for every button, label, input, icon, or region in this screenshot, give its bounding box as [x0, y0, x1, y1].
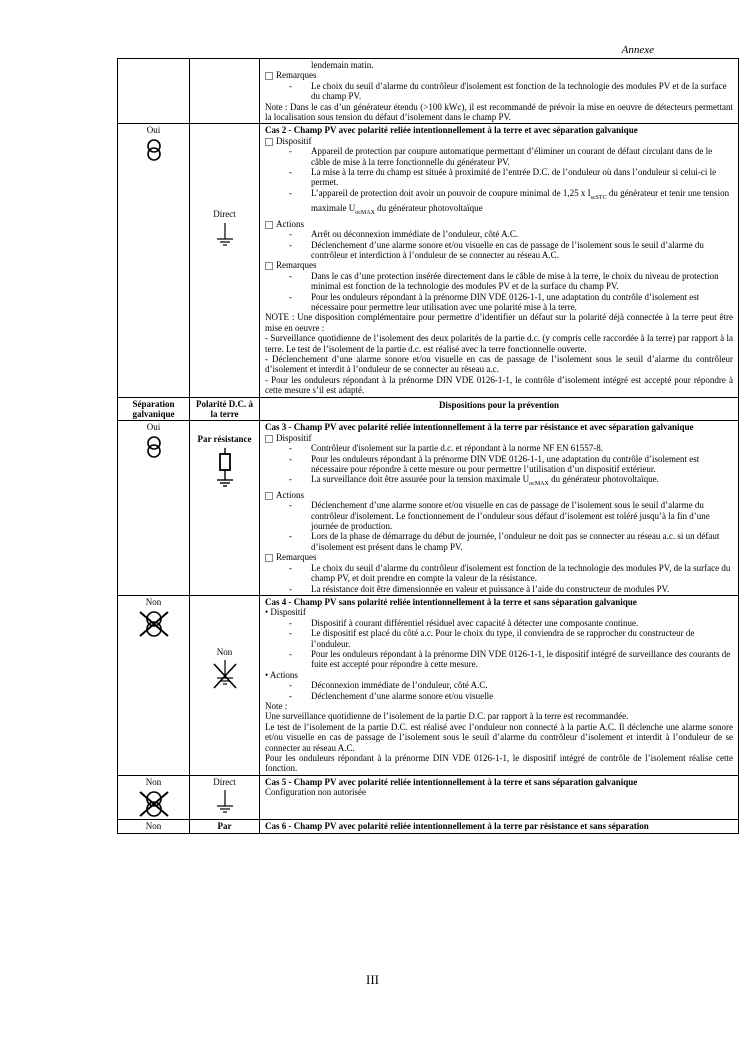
note-text: Une surveillance quotidienne de l’isolement de la partie D.C. par rapport à la terre est recommandée. — [265, 711, 629, 722]
table-row-case4 — [118, 595, 739, 775]
table-row-case6 — [118, 820, 739, 833]
list-item: - Déclenchement d’une alarme sonore et/ou visuelle — [289, 691, 733, 701]
list-item: - Pour les onduleurs répondant à la prénorme DIN VDE 0126-1-1, une adaptation du contrôle d’isolement est nécessaire pour permettre leur utilisation avec une polarité mise à la terre. — [289, 292, 733, 313]
table-row-case2 — [118, 124, 739, 397]
actions-list — [265, 229, 733, 260]
dispositif-label: Dispositif — [276, 432, 312, 443]
table-header-row — [118, 397, 739, 421]
list-item: - Déconnexion immédiate de l’onduleur, côté A.C. — [289, 680, 733, 690]
case-title: Cas 4 - Champ PV sans polarité reliée intentionnellement à la terre et sans séparation galvanique — [265, 596, 637, 607]
list-item: - Contrôleur d'isolement sur la partie d.c. et répondant à la norme NF EN 61557-8. — [289, 443, 733, 453]
transformer-icon — [139, 436, 169, 458]
note-text: NOTE : Une disposition complémentaire pour permettre d’identifier un défaut sur la polarité déjà connectée à la terre peut être mise en oeuvre : — [265, 312, 733, 333]
actions-label: Actions — [276, 218, 304, 229]
note-text: - Déclenchement d’une alarme sonore et/ou visuelle en cas de passage de l’isolement sous le seuil d’alarme du contrôleur d’isolement et interdit à l’onduleur de se connecter au réseau a.c. — [265, 353, 733, 375]
no-ground-icon — [212, 660, 238, 690]
resistor-ground-icon — [214, 448, 236, 490]
checkbox-icon — [265, 221, 273, 229]
checkbox-icon — [265, 492, 273, 500]
checkbox-icon — [265, 554, 273, 562]
list-item: - L’appareil de protection doit avoir un pouvoir de coupure minimal de 1,25 x $I_{scSTC}$ du générateur et tenir une tension maximale $U_{ocMAX}$ du générateur photovoltaïque — [289, 188, 733, 219]
remarks-label: Remarques — [276, 260, 317, 271]
remarks-label: Remarques — [276, 552, 317, 563]
checkbox-icon — [265, 262, 273, 270]
list-item: - Le choix du seuil d’alarme du contrôleur d'isolement est fonction de la technologie des modules PV et de la surface du champ PV. — [289, 81, 733, 102]
case-title: Cas 3 - Champ PV avec polarité reliée intentionnellement à la terre par résistance et avec séparation galvanique — [265, 422, 694, 433]
remarks-list — [265, 563, 733, 594]
ground-icon — [215, 790, 235, 816]
no-transformer-icon — [134, 790, 174, 818]
separation-value: Non — [145, 596, 162, 607]
list-item: - Appareil de protection par coupure automatique permettant d’éliminer un courant de défaut circulant dans de le câble de mise à la terre fonctionnelle du générateur PV. — [289, 146, 733, 167]
list-item: - Arrêt ou déconnexion immédiate de l’onduleur, côté A.C. — [289, 229, 733, 239]
note-text: Note : Dans le cas d’un générateur étendu (>100 kWc), il est recommandé de prévoir la mise en oeuvre de détecteurs permettant la localisation sous tension du défaut d’isolement dans le champ PV. — [265, 101, 733, 123]
list-item: - Dans le cas d’une protection insérée directement dans le câble de mise à la terre, le choix du niveau de protection minimal est fonction de la technologie des modules PV et de la surface du champ PV. — [289, 271, 733, 292]
note-text: - Surveillance quotidienne de l’isolement des deux polarités de la partie d.c. (y compris celle raccordée à la terre) par rapport à la terre. Le test de l’isolement de la partie d.c. est réalisé avec la terre fonctionnelle ouverte. — [265, 333, 733, 354]
separation-value: Non — [118, 820, 190, 833]
polarity-value: Direct — [213, 209, 236, 220]
list-item: - La résistance doit être dimensionnée en valeur et puissance à l’aide du constructeur de modules PV. — [289, 584, 733, 594]
note-text: - Pour les onduleurs répondant à la prénorme DIN VDE 0126-1-1, le contrôle d’isolement intégré est accepté pour répondre à cette mesure s’il est adapté. — [265, 374, 733, 396]
checkbox-icon — [265, 72, 273, 80]
list-item: - Pour les onduleurs répondant à la prénorme DIN VDE 0126-1-1, une adaptation du contrôle d’isolement est nécessaire pour répondre à cette mesure ou pour permettre l’utilisation d’un dispositif extérieur. — [289, 454, 733, 475]
list-item: - Dispositif à courant différentiel résiduel avec capacité à détecter une composante continue. — [289, 618, 733, 628]
header-polarity: Polarité D.C. à la terre — [190, 397, 260, 421]
table-row-case5 — [118, 775, 739, 819]
actions-list — [265, 680, 733, 701]
case-title: Cas 5 - Champ PV avec polarité reliée intentionnellement à la terre et sans séparation galvanique — [265, 776, 638, 787]
list-item: - Le choix du seuil d’alarme du contrôleur d'isolement est fonction de la technologie des modules PV, de la surface du champ PV, et doit prendre en compte la valeur de la résistance. — [289, 563, 733, 584]
table-row-case3 — [118, 421, 739, 596]
remarks-label: Remarques — [276, 70, 317, 81]
header-separation: Séparation galvanique — [118, 397, 190, 421]
dispositif-list — [265, 146, 733, 218]
dispositif-label: • Dispositif — [265, 607, 306, 618]
remarks-list — [265, 81, 733, 102]
note-text: Le test de l’isolement de la partie D.C. est réalisé avec l’onduleur non connecté à la partie A.C. Il déclenche une alarme sonore et/ou visuelle en cas de passage de l’isolement sous le seuil d’alarme du contrôleur d’isolement et interdit à l’onduleur de se connecter au réseau A.C. — [265, 721, 733, 753]
prevention-table — [117, 58, 739, 834]
actions-label: • Actions — [265, 669, 298, 680]
list-item: - La mise à la terre du champ est située à proximité de l’entrée D.C. de l’onduleur où dans l’onduleur si celui-ci le permet. — [289, 167, 733, 188]
case-title: Cas 2 - Champ PV avec polarité reliée intentionnellement à la terre et avec séparation galvanique — [265, 125, 638, 136]
transformer-icon — [139, 139, 169, 161]
separation-value: Non — [145, 776, 162, 787]
list-item: - Lors de la phase de démarrage du début de journée, l’onduleur ne doit pas se connecter au réseau a.c. si un défaut d’isolement est présent dans le champ PV. — [289, 531, 733, 552]
case-title: Cas 6 - Champ PV avec polarité reliée intentionnellement à la terre par résistance et sans séparation — [260, 820, 739, 833]
dispositif-list — [265, 618, 733, 670]
polarity-value: Par — [190, 820, 260, 833]
list-item: - Déclenchement d’une alarme sonore et/ou visuelle en cas de passage de l’isolement sous le seuil d’alarme du contrôleur et interdiction à l’onduleur de se connecter au réseau A.C. — [289, 240, 733, 261]
remarks-list — [265, 271, 733, 313]
list-item: - Pour les onduleurs répondant à la prénorme DIN VDE 0126-1-1, le dispositif intégré de surveillance des courants de fuite est accepté pour répondre à cette mesure. — [289, 649, 733, 670]
table-row-continuation — [118, 59, 739, 124]
list-item: - Le dispositif est placé du côté a.c. Pour le choix du type, il conviendra de se rapprocher du constructeur de l’onduleur. — [289, 628, 733, 649]
list-item: - La surveillance doit être assurée pour la tension maximale $U_{ocMAX}$ du générateur photovoltaïque. — [289, 474, 733, 489]
dispositif-list — [265, 443, 733, 490]
ground-icon — [215, 223, 235, 249]
actions-list — [265, 500, 733, 552]
page-number: III — [366, 972, 379, 987]
separation-value: Oui — [146, 125, 161, 136]
polarity-value: Non — [216, 646, 233, 657]
header-dispositions: Dispositions pour la prévention — [260, 397, 739, 421]
checkbox-icon — [265, 435, 273, 443]
actions-label: Actions — [276, 489, 304, 500]
note-text: Pour les onduleurs répondant à la prénorme DIN VDE 0126-1-1, le dispositif intégré de contrôle de l’isolement réalise cette fonction. — [265, 753, 733, 774]
separation-value: Oui — [146, 422, 161, 433]
dispositif-label: Dispositif — [276, 135, 312, 146]
page-header: Annexe — [621, 44, 654, 56]
case-text: Configuration non autorisée — [265, 787, 366, 798]
polarity-value: Direct — [213, 776, 236, 787]
checkbox-icon — [265, 138, 273, 146]
no-transformer-icon — [134, 610, 174, 638]
note-text: Note : — [265, 700, 288, 711]
polarity-value: Par résistance — [197, 434, 252, 445]
continuation-text: lendemain matin. — [311, 60, 374, 70]
list-item: - Déclenchement d’une alarme sonore et/ou visuelle en cas de passage de l’isolement sous le seuil d’alarme du contrôleur d'isolement. Le fonctionnement de l’onduleur sous défaut d’isolement est toléré jusqu’à la fin d’une journée de production. — [289, 500, 733, 531]
